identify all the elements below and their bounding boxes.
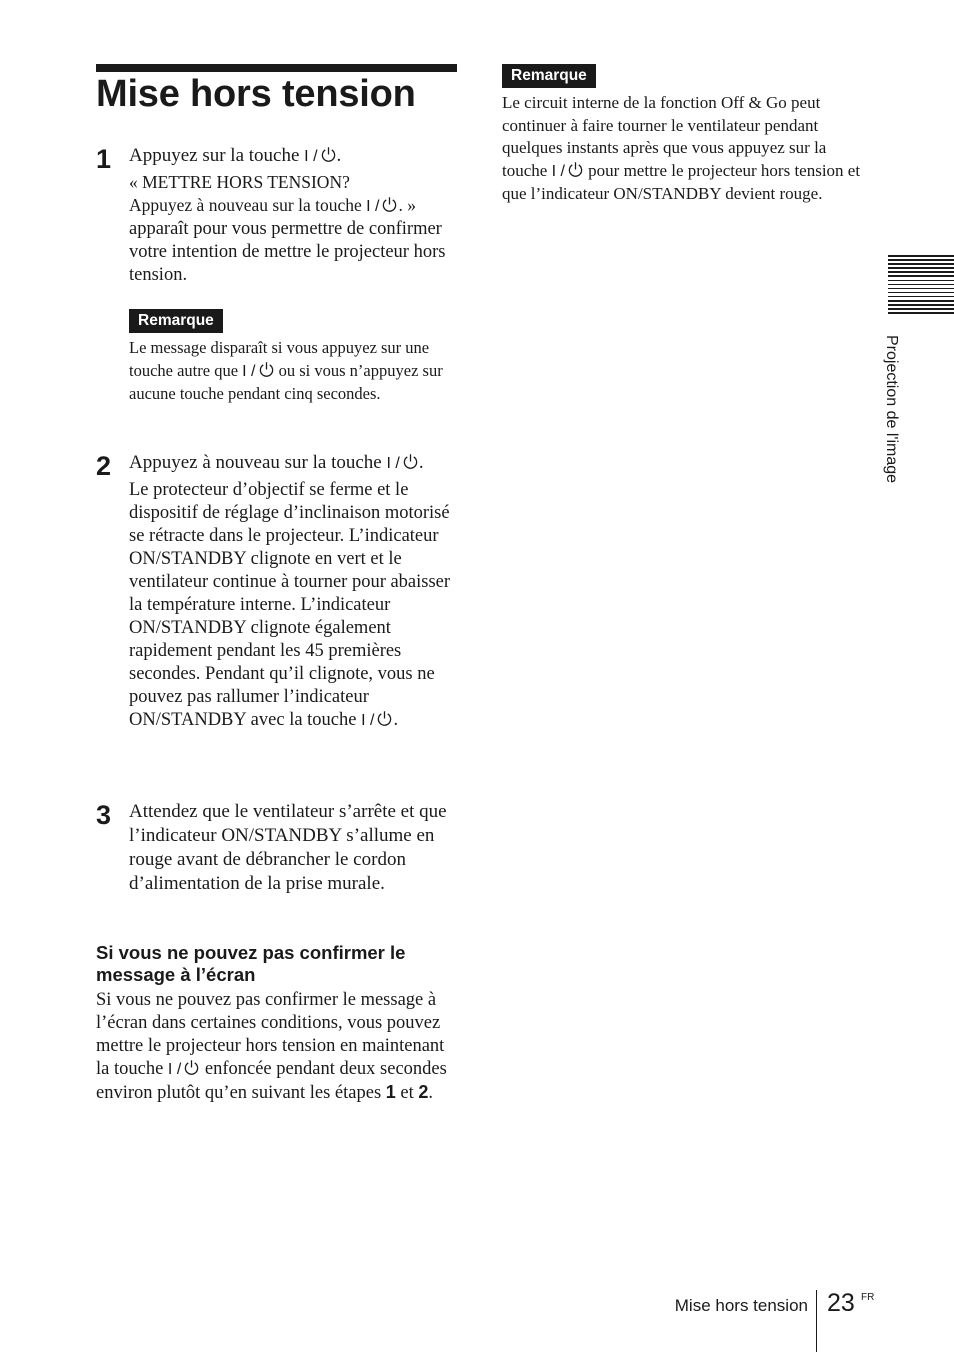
- step-body: [129, 451, 457, 732]
- power-icon: [402, 453, 419, 470]
- step-number: 3: [96, 800, 112, 830]
- power-key-label: I /: [167, 1061, 182, 1078]
- note-text-before: Le message disparaît si vous appuyez sur une touche autre que: [129, 338, 430, 380]
- power-key: [361, 712, 393, 729]
- power-icon: [320, 146, 337, 163]
- step-body: [129, 144, 457, 406]
- step-explanation: [129, 479, 457, 732]
- power-icon: [381, 196, 398, 213]
- power-icon: [567, 161, 584, 178]
- step-reference: 1: [385, 1082, 396, 1102]
- footer-section-title: Mise hors tension: [674, 1296, 808, 1315]
- step-instruction: Attendez que le ventilateur s’arrête et que l’indicateur ON/STANDBY s’allume en rouge avant de débrancher le cordon d’alimentation de la prise murale.: [129, 801, 447, 894]
- page-number: 23: [827, 1289, 855, 1317]
- power-key: [366, 198, 398, 215]
- step-message-text: Appuyez à nouveau sur la touche: [129, 195, 362, 215]
- note-text-after: ou si vous n’appuyez sur aucune touche pendant cinq secondes.: [129, 360, 443, 403]
- power-key-label: I /: [386, 455, 400, 472]
- footer-divider: [816, 1290, 817, 1352]
- step-1: [96, 144, 457, 406]
- subsection-text-before: Si vous ne pouvez pas confirmer le message à l’écran dans certaines conditions, vous pouvez mettre le projecteur hors tension en maintenant la touche: [96, 990, 445, 1079]
- power-key: [242, 363, 274, 380]
- power-key: [552, 163, 584, 180]
- step-body: [129, 800, 457, 896]
- step-instruction-text: Appuyez à nouveau sur la touche: [129, 452, 382, 473]
- power-icon: [258, 361, 275, 378]
- power-key-label: I /: [361, 712, 375, 729]
- step-2: [96, 451, 457, 732]
- power-key-label: I /: [366, 198, 380, 215]
- step-reference: 2: [418, 1082, 429, 1102]
- note-badge: Remarque: [129, 309, 223, 333]
- power-key-label: I /: [551, 162, 565, 180]
- page-language: FR: [861, 1292, 875, 1303]
- subsection-and: et: [400, 1083, 414, 1103]
- power-key-label: I /: [242, 362, 256, 380]
- power-icon: [376, 710, 393, 727]
- step-message-line: [129, 194, 457, 218]
- step-explanation-text: Le protecteur d’objectif se ferme et le dispositif de réglage d’inclinaison motorisé se rétracte dans le projecteur. L’indicateur ON/STANDBY clignote en vert et le ventilateur continue à tourner pour abaisser la température interne. L’indicateur ON/STANDBY clignote également rapidement pendant les 45 premières secondes. Pendant qu’il clignote, vous ne pouvez pas rallumer l’indicateur ON/STANDBY avec la touche: [129, 480, 451, 730]
- step-message-end: . »: [398, 195, 416, 215]
- subsection-title: Si vous ne pouvez pas confirmer le message à l’écran: [96, 942, 406, 985]
- step-instruction: [129, 144, 457, 168]
- step-instruction: [129, 451, 457, 475]
- step-3: [96, 800, 457, 896]
- note-text: [502, 92, 862, 206]
- step-explanation: apparaît pour vous permettre de confirmer votre intention de mettre le projecteur hors tension.: [129, 219, 446, 285]
- step-message: « METTRE HORS TENSION?: [129, 172, 350, 192]
- subsection-text: [96, 989, 457, 1105]
- note-text: [129, 337, 457, 406]
- step-explanation-end: .: [393, 710, 399, 730]
- subsection-text-end: .: [428, 1083, 434, 1103]
- power-key: [386, 455, 418, 472]
- step-instruction-end: .: [418, 452, 424, 473]
- subsection-text-middle: enfoncée pendant deux secondes environ plutôt qu’en suivant les étapes: [96, 1059, 447, 1103]
- power-key: [304, 148, 336, 165]
- step-instruction-text: Appuyez sur la touche: [129, 145, 300, 166]
- page-title: Mise hors tension: [96, 73, 416, 115]
- step-number: 1: [96, 144, 112, 174]
- step-instruction-end: .: [336, 145, 342, 166]
- note-block: [129, 309, 457, 406]
- power-key: [168, 1061, 200, 1078]
- power-key-label: I /: [304, 148, 318, 165]
- note-text-after: pour mettre le projecteur hors tension et que l’indicateur ON/STANDBY devient rouge.: [502, 160, 861, 203]
- side-tab-lines: [888, 255, 954, 321]
- note-badge: Remarque: [502, 64, 596, 88]
- power-icon: [183, 1059, 200, 1076]
- note-block-right: [502, 64, 862, 206]
- side-tab-label: Projection de l'image: [883, 335, 900, 484]
- note-text-before: Le circuit interne de la fonction Off & Go peut continuer à faire tourner le ventilateur pendant quelques instants après que vous appuyez sur la touche: [502, 93, 827, 180]
- step-number: 2: [96, 451, 112, 481]
